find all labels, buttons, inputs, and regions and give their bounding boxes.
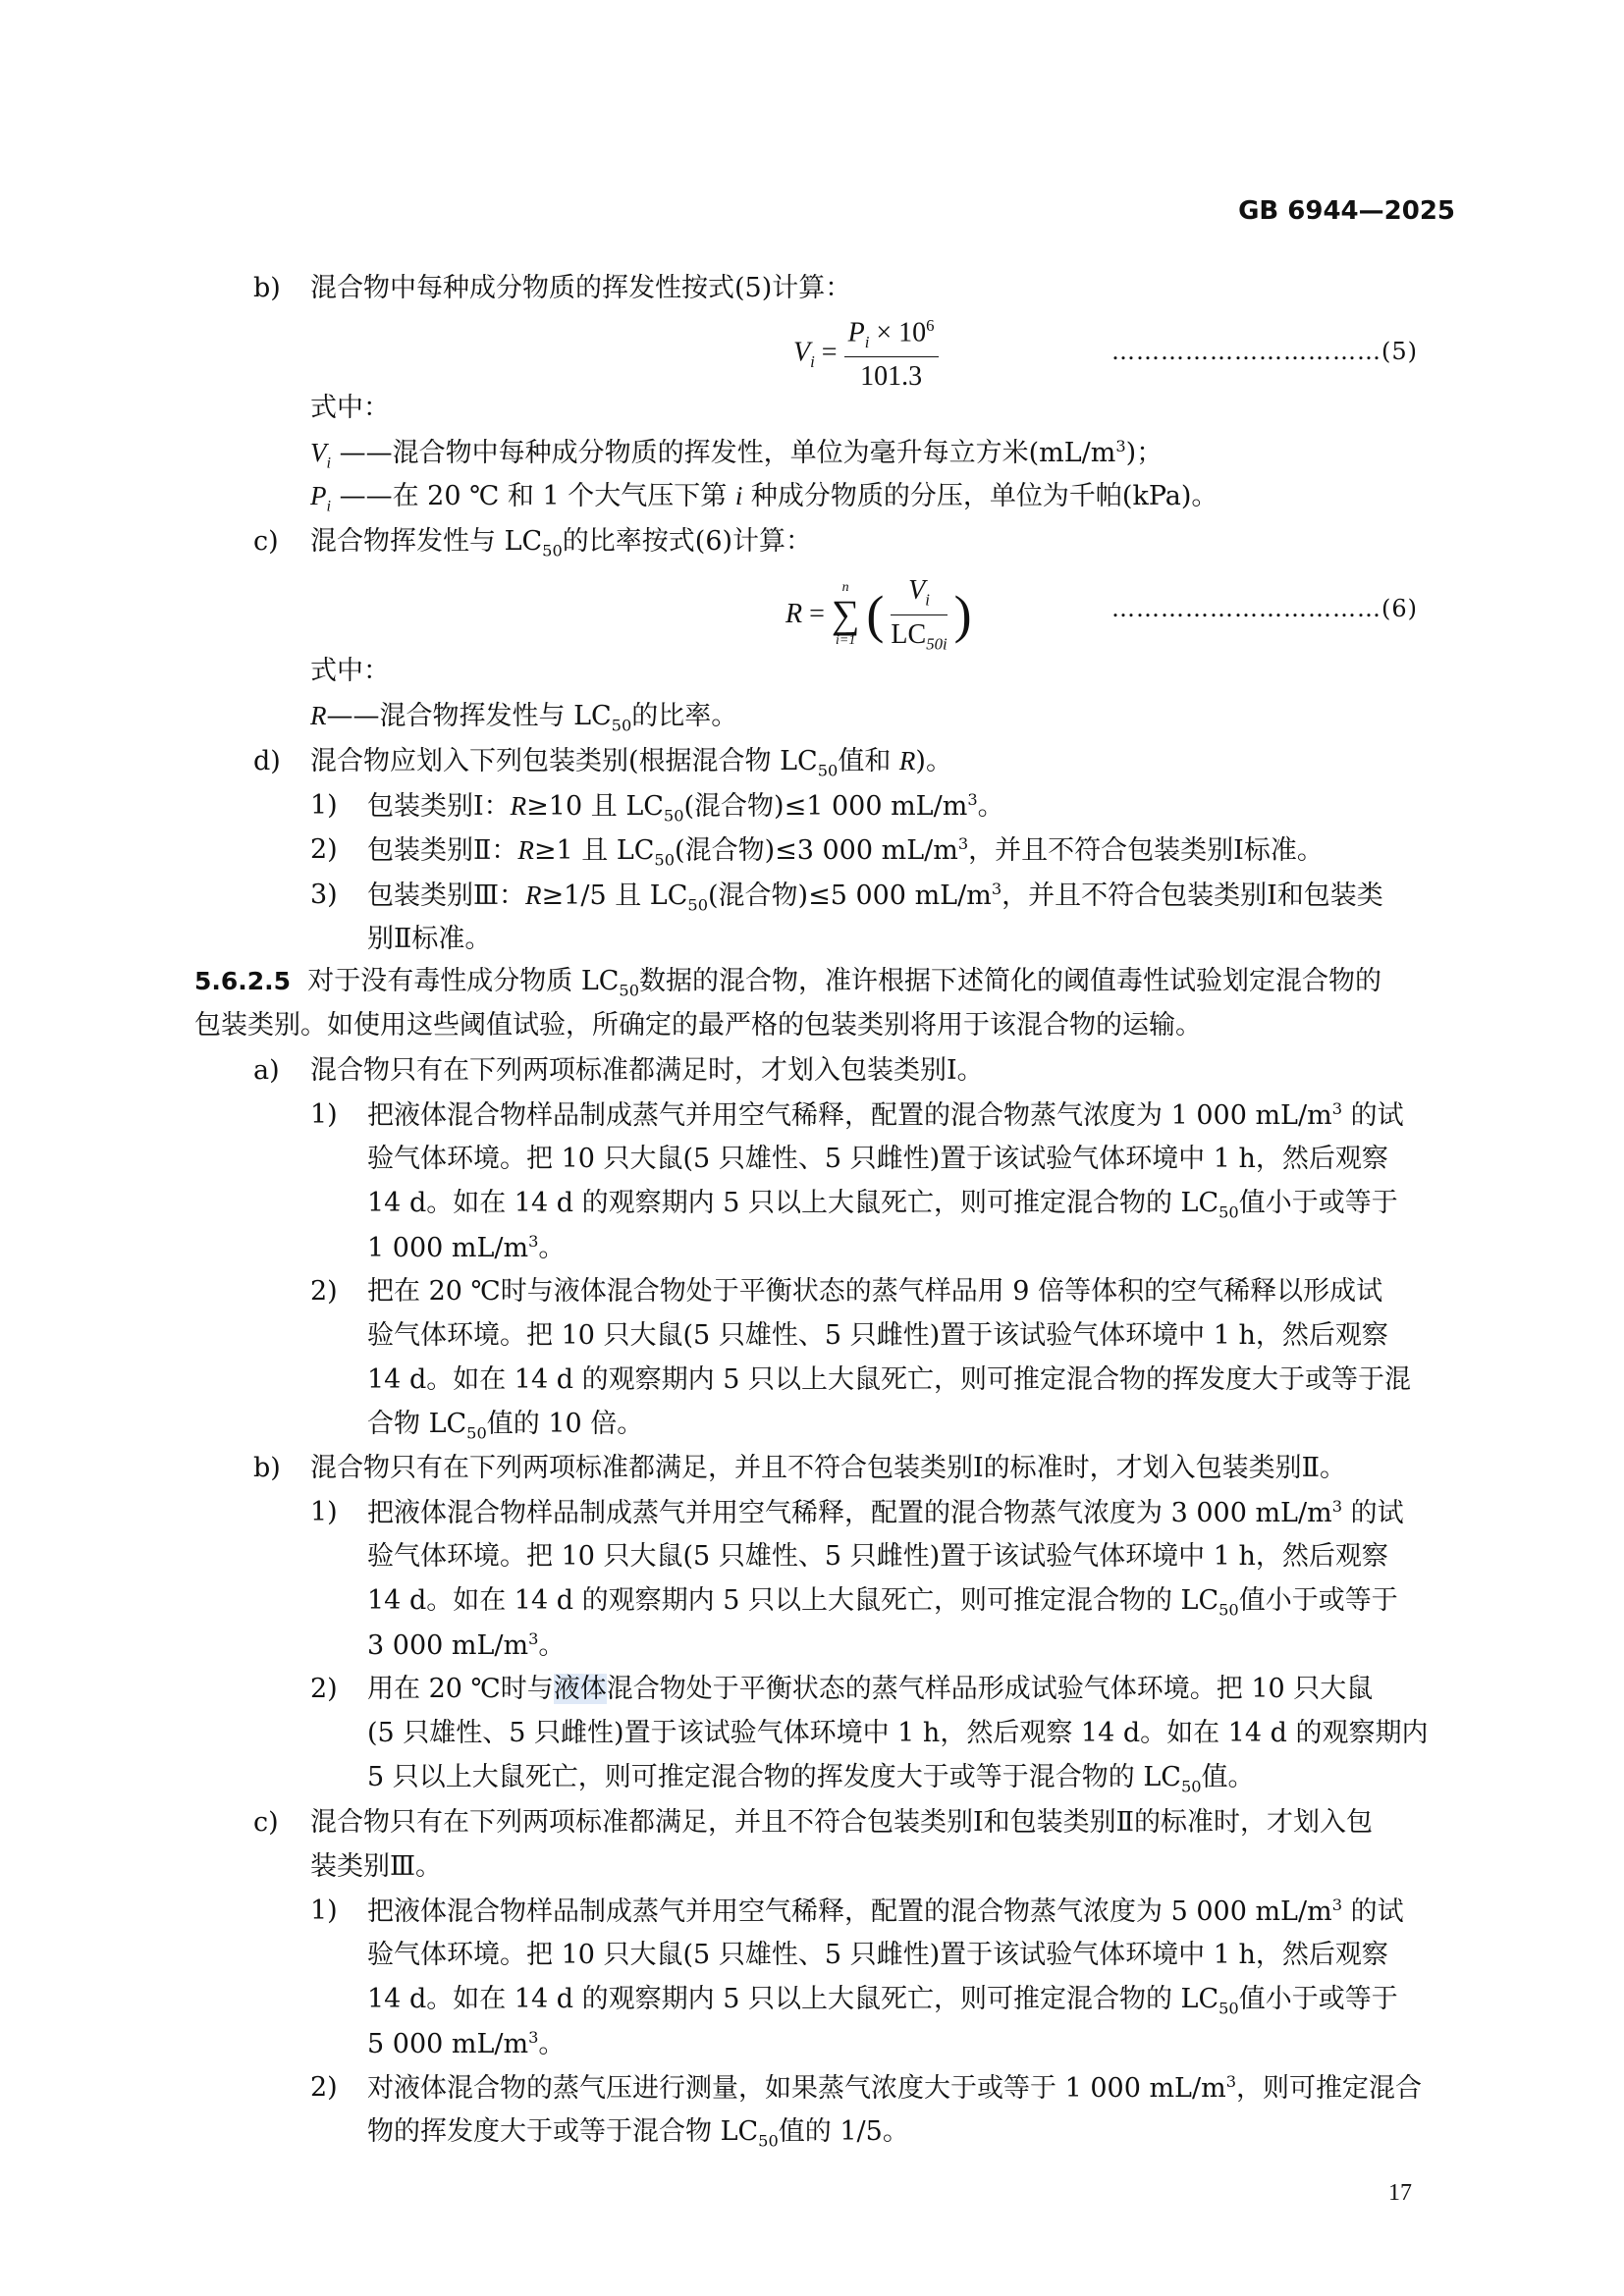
sc-1-label: 1)	[310, 1896, 338, 1926]
definition-vi: $V_i$ ——混合物中每种成分物质的挥发性，单位为毫升每立方米$(mL/m^3)$；	[310, 437, 1164, 472]
sc-2-label: 2)	[310, 2072, 338, 2103]
sc-label: c)	[253, 1807, 279, 1838]
sb-text: 混合物只有在下列两项标准都满足，并且不符合包装类别Ⅰ的标准时，才划入包装类别Ⅱ。	[310, 1453, 1347, 1483]
section-5-6-2-5-line2: 包装类别。如使用这些阈值试验，所确定的最严格的包装类别将用于该混合物的运输。	[194, 1010, 1202, 1041]
standard-code: GB 6944—2025	[1238, 196, 1455, 226]
item-d-label: d)	[253, 746, 281, 776]
text-selection-highlight[interactable]: 液体	[553, 1674, 607, 1704]
formula-5: $V_i$ = $\frac{P_i \times 10^6}{101.3}$	[793, 316, 939, 393]
where-label-6: 式中：	[310, 656, 390, 686]
formula-6-fraction: $\frac{V_i}{LC_{50i}}$	[891, 575, 947, 654]
sa-label: a)	[253, 1055, 280, 1086]
sb-2-line2: (5 只雄性、5 只雌性)置于该试验气体环境中 1 h，然后观察 14 d。如在 14 d 的观察期内	[367, 1718, 1429, 1748]
item-b-text: 混合物中每种成分物质的挥发性按式(5)计算：	[310, 273, 852, 303]
sc-text2: 装类别Ⅲ。	[310, 1851, 443, 1882]
section-number: 5.6.2.5	[194, 967, 292, 995]
formula-5-number: ……………………………(5)	[1111, 338, 1418, 365]
formula-6-number: ……………………………(6)	[1111, 595, 1418, 622]
formula-6: R = n ∑ i=1 ( $\frac{V_i}{LC_{50i}}$ )	[785, 575, 972, 654]
sc-1-line4: 5 000 $mL/m^3$。	[367, 2028, 566, 2059]
definition-pi: $P_i$ ——在 20 ℃ 和 1 个大气压下第 i 种成分物质的分压，单位为千帕(kPa)。	[310, 481, 1218, 515]
item-b-label: b)	[253, 273, 281, 303]
definition-r: R——混合物挥发性与 $LC_{50}$的比率。	[310, 701, 738, 735]
d3-label: 3)	[310, 880, 338, 910]
sa-1-line2: 验气体环境。把 10 只大鼠(5 只雄性、5 只雌性)置于该试验气体环境中 1 h，然后观察	[367, 1144, 1388, 1174]
sb-1-label: 1)	[310, 1497, 338, 1527]
sc-1-line3: 14 d。如在 14 d 的观察期内 5 只以上大鼠死亡，则可推定混合物的 $LC_{50}$值小于或等于	[367, 1984, 1398, 2018]
where-label-5: 式中：	[310, 393, 390, 423]
sa-1-line1: 把液体混合物样品制成蒸气并用空气稀释，配置的混合物蒸气浓度为 1 000 $mL/m^3$ 的试	[367, 1099, 1404, 1131]
sa-2-line2: 验气体环境。把 10 只大鼠(5 只雄性、5 只雌性)置于该试验气体环境中 1 h，然后观察	[367, 1320, 1388, 1351]
sa-2-line3: 14 d。如在 14 d 的观察期内 5 只以上大鼠死亡，则可推定混合物的挥发度大于或等于混	[367, 1364, 1411, 1395]
sa-2-label: 2)	[310, 1276, 338, 1307]
section-5-6-2-5-line1: 5.6.2.5 对于没有毒性成分物质 $LC_{50}$数据的混合物，准许根据下述简化的阈值毒性试验划定混合物的	[194, 966, 1382, 1000]
d1-text: 包装类别Ⅰ：R≥10 且 $LC_{50}$(混合物)≤1 000 $mL/m^3$。	[367, 790, 1004, 826]
sb-2-line1: 用在 20 ℃时与液体混合物处于平衡状态的蒸气样品形成试验气体环境。把 10 只大鼠	[367, 1674, 1374, 1704]
sb-1-line4: 3 000 $mL/m^3$。	[367, 1629, 566, 1661]
sa-2-line1: 把在 20 ℃时与液体混合物处于平衡状态的蒸气样品用 9 倍等体积的空气稀释以形成试	[367, 1276, 1383, 1307]
d2-text: 包装类别Ⅱ：R≥1 且 $LC_{50}$(混合物)≤3 000 $mL/m^3$，并且不符合包装类别Ⅰ标准。	[367, 834, 1324, 870]
sa-1-line4: 1 000 $mL/m^3$。	[367, 1232, 566, 1263]
sc-1-line1: 把液体混合物样品制成蒸气并用空气稀释，配置的混合物蒸气浓度为 5 000 $mL/m^3$ 的试	[367, 1896, 1404, 1927]
item-c-label: c)	[253, 526, 279, 557]
sb-2-label: 2)	[310, 1674, 338, 1704]
sc-2-line1: 对液体混合物的蒸气压进行测量，如果蒸气浓度大于或等于 1 000 $mL/m^3$，则可推定混合	[367, 2072, 1423, 2104]
item-c-text: 混合物挥发性与 $LC_{50}$的比率按式(6)计算：	[310, 526, 813, 561]
sc-text1: 混合物只有在下列两项标准都满足，并且不符合包装类别Ⅰ和包装类别Ⅱ的标准时，才划入包	[310, 1807, 1374, 1838]
sc-2-line2: 物的挥发度大于或等于混合物 $LC_{50}$值的 1/5。	[367, 2116, 909, 2151]
sb-1-line1: 把液体混合物样品制成蒸气并用空气稀释，配置的混合物蒸气浓度为 3 000 $mL/m^3$ 的试	[367, 1497, 1404, 1528]
item-d-text: 混合物应划入下列包装类别(根据混合物 $LC_{50}$值和 R)。	[310, 746, 952, 780]
d3-text: 包装类别Ⅲ：R≥1/5 且 $LC_{50}$(混合物)≤5 000 $mL/m^3$，并且不符合包装类别Ⅰ和包装类	[367, 880, 1383, 915]
sc-1-line2: 验气体环境。把 10 只大鼠(5 只雄性、5 只雌性)置于该试验气体环境中 1 h，然后观察	[367, 1940, 1388, 1970]
d2-label: 2)	[310, 834, 338, 865]
sa-1-label: 1)	[310, 1099, 338, 1130]
sb-1-line2: 验气体环境。把 10 只大鼠(5 只雄性、5 只雌性)置于该试验气体环境中 1 h，然后观察	[367, 1541, 1388, 1572]
page-number: 17	[1388, 2180, 1412, 2206]
d3-text-cont: 别Ⅱ标准。	[367, 924, 492, 954]
sa-text: 混合物只有在下列两项标准都满足时，才划入包装类别Ⅰ。	[310, 1055, 984, 1086]
d1-label: 1)	[310, 790, 338, 821]
sa-1-line3: 14 d。如在 14 d 的观察期内 5 只以上大鼠死亡，则可推定混合物的 $LC_{50}$值小于或等于	[367, 1188, 1398, 1222]
sum-symbol: n ∑ i=1	[831, 580, 860, 649]
sb-1-line3: 14 d。如在 14 d 的观察期内 5 只以上大鼠死亡，则可推定混合物的 $LC_{50}$值小于或等于	[367, 1585, 1398, 1620]
sb-2-line3: 5 只以上大鼠死亡，则可推定混合物的挥发度大于或等于混合物的 $LC_{50}$值。	[367, 1762, 1255, 1796]
sb-label: b)	[253, 1453, 281, 1483]
formula-5-fraction: $\frac{P_i \times 10^6}{101.3}$	[844, 316, 939, 393]
sa-2-line4: 合物 $LC_{50}$值的 10 倍。	[367, 1409, 644, 1443]
